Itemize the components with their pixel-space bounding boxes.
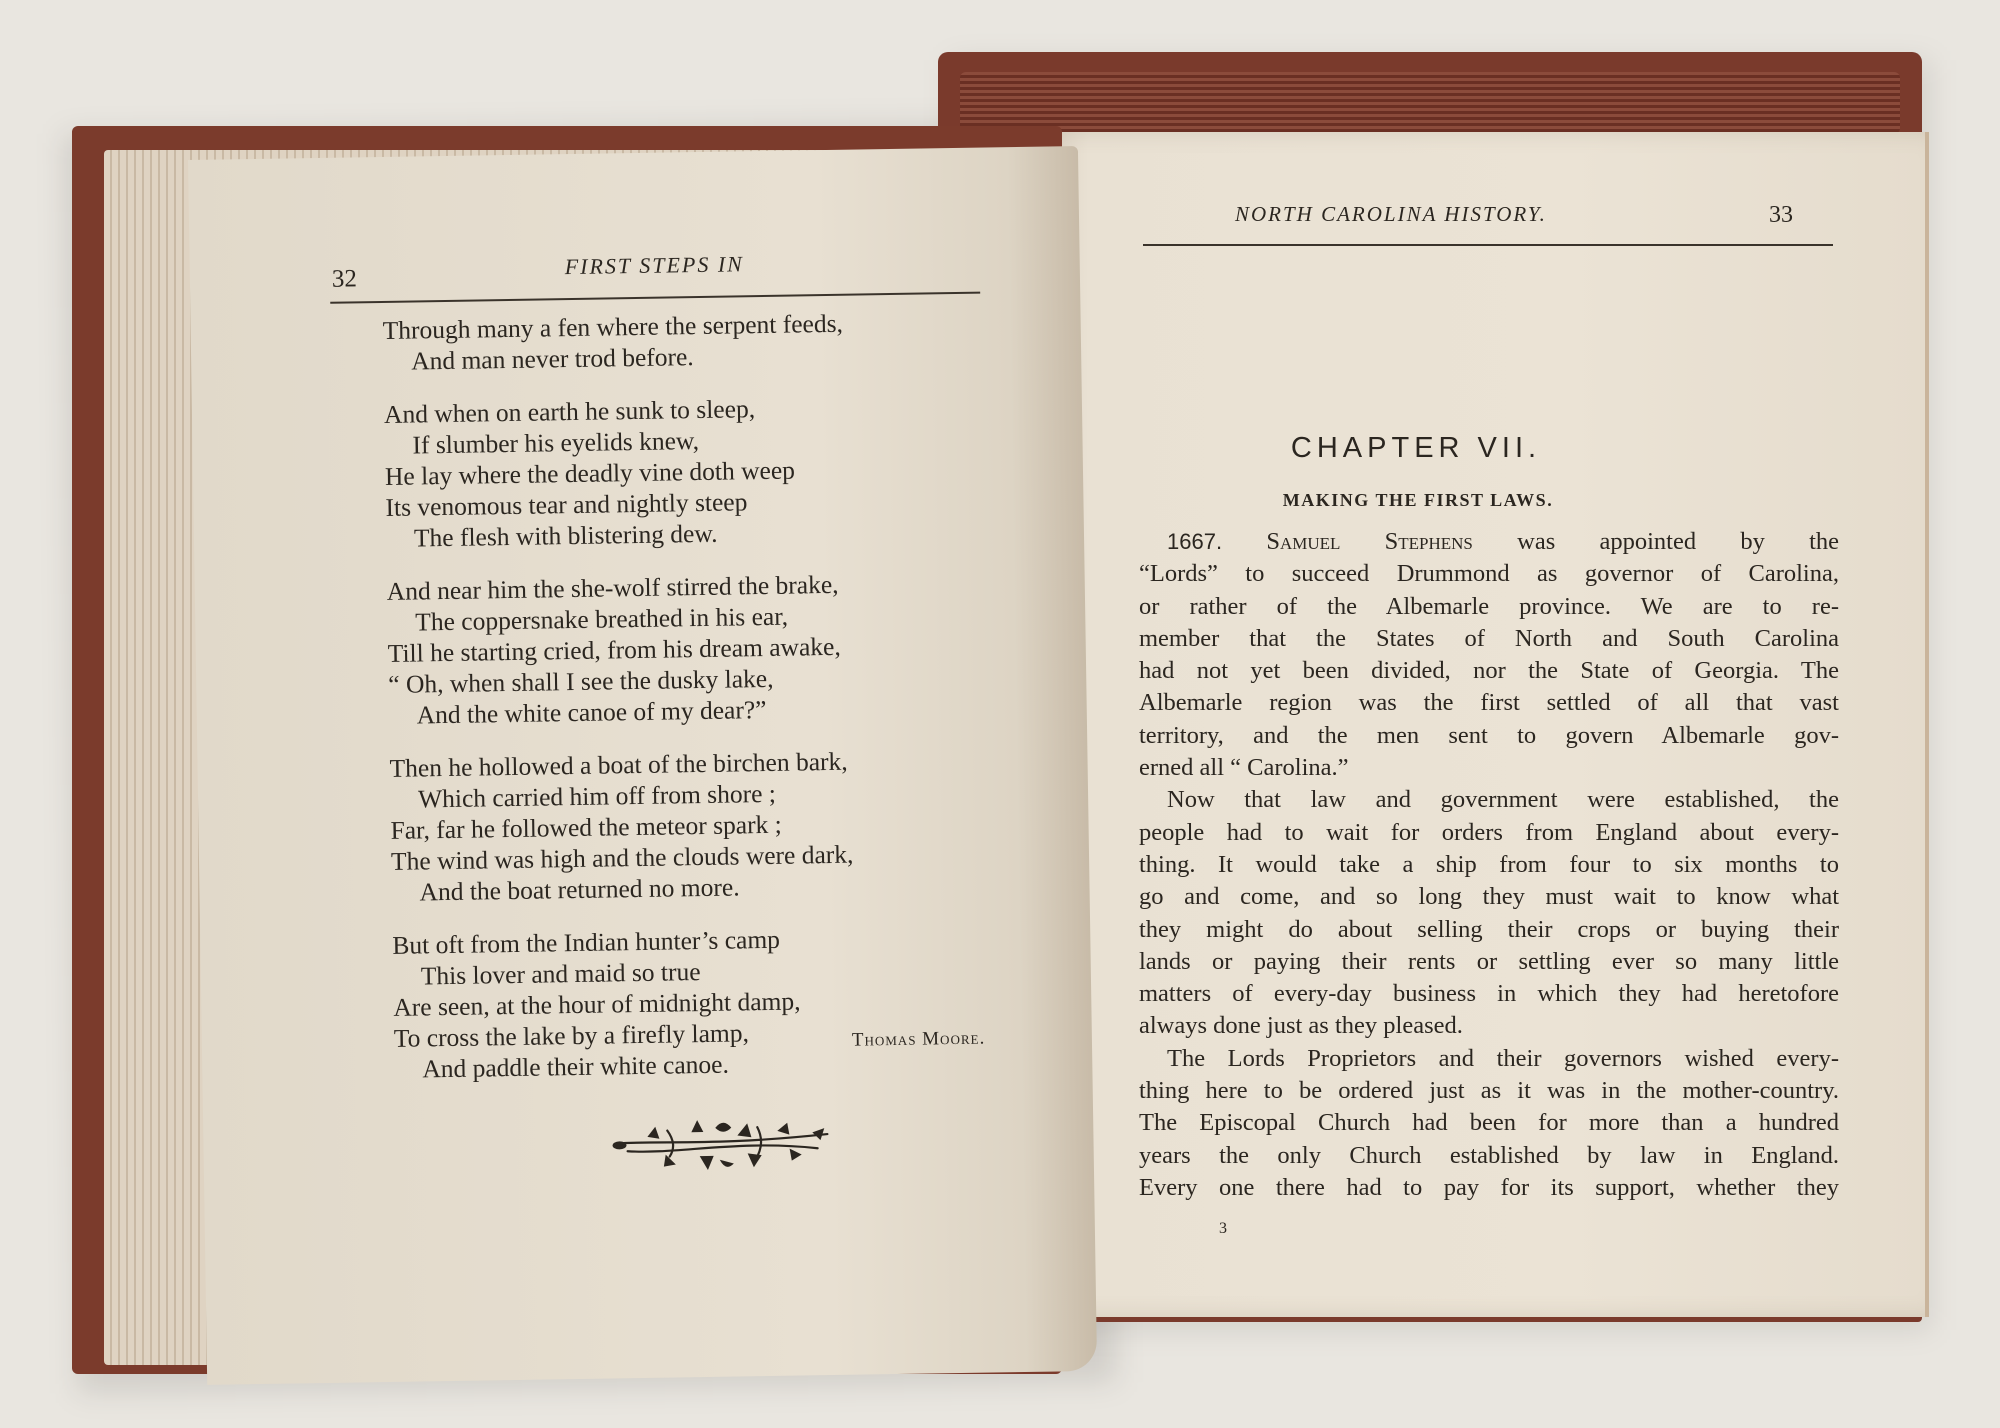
body-line: The Episcopal Church had been for more than a hundred bbox=[1139, 1109, 1839, 1137]
poem-line: And paddle their white canoe. bbox=[422, 1049, 730, 1084]
body-line: member that the States of North and South Carolina bbox=[1139, 624, 1839, 652]
right-page-number: 33 bbox=[1769, 202, 1793, 228]
poem-line: “ Oh, when shall I see the dusky lake, bbox=[388, 663, 774, 699]
poem-line: Its venomous tear and nightly steep bbox=[385, 487, 748, 522]
body-line: years the only Church established by law in England. bbox=[1139, 1141, 1839, 1169]
poem-line: The flesh with blistering dew. bbox=[413, 518, 718, 553]
body-line: Albemarle region was the first settled of all that vast bbox=[1139, 689, 1839, 717]
poem-line: But oft from the Indian hunter’s camp bbox=[392, 924, 781, 960]
body-line: always done just as they pleased. bbox=[1139, 1012, 1463, 1040]
person-name: Samuel Stephens bbox=[1266, 528, 1473, 555]
floral-ornament bbox=[607, 1108, 838, 1187]
poem bbox=[382, 305, 1034, 1107]
poem-stanza bbox=[387, 566, 1029, 731]
body-line: or rather of the Albemarle province. We are to re- bbox=[1139, 592, 1839, 620]
poem-line: Which carried him off from shore ; bbox=[417, 778, 777, 814]
poem-stanza bbox=[392, 920, 1034, 1085]
right-running-head: NORTH CAROLINA HISTORY. bbox=[1235, 202, 1547, 226]
poem-line: To cross the lake by a firefly lamp, bbox=[393, 1018, 750, 1053]
body-line: people had to wait for orders from England about every- bbox=[1139, 818, 1839, 846]
poem-stanza bbox=[382, 305, 1023, 377]
body-line: lands or paying their rents or settling ever so many little bbox=[1139, 947, 1839, 975]
floral-ornament-graphic bbox=[607, 1108, 838, 1182]
poem-line: He lay where the deadly vine doth weep bbox=[384, 455, 796, 491]
body-line: Every one there had to pay for its support, whether they bbox=[1139, 1173, 1839, 1201]
right-page-block-edge bbox=[960, 72, 1900, 134]
poem-author: Thomas Moore. bbox=[851, 1027, 986, 1051]
body-line: had not yet been divided, nor the State of Georgia. The bbox=[1139, 657, 1839, 685]
body-line: go and come, and so long they must wait to know what bbox=[1139, 883, 1839, 911]
poem-stanza bbox=[389, 743, 1031, 908]
poem-line: And man never trod before. bbox=[410, 342, 694, 376]
poem-stanza bbox=[384, 389, 1026, 554]
body-line: “Lords” to succeed Drummond as governor of Carolina, bbox=[1139, 560, 1839, 588]
body-line: The Lords Proprietors and their governors wished every- bbox=[1167, 1044, 1839, 1072]
chapter-title: CHAPTER VII. bbox=[1290, 432, 1542, 464]
poem-line: Are seen, at the hour of midnight damp, bbox=[393, 986, 801, 1022]
body-line: matters of every-day business in which they had heretofore bbox=[1139, 980, 1839, 1008]
left-running-head: FIRST STEPS IN bbox=[564, 251, 745, 280]
chapter-body bbox=[1139, 526, 1839, 1204]
poem-line: The wind was high and the clouds were dark, bbox=[390, 839, 854, 876]
body-line: thing here to be ordered just as it was in the mother-country. bbox=[1139, 1077, 1839, 1105]
poem-line: And when on earth he sunk to sleep, bbox=[383, 394, 756, 429]
poem-line: And near him the she-wolf stirred the brake, bbox=[386, 569, 839, 606]
left-page-number: 32 bbox=[331, 265, 358, 293]
body-line: they might do about selling their crops or buying their bbox=[1139, 915, 1839, 943]
signature-mark: 3 bbox=[1219, 1220, 1227, 1237]
body-line: Now that law and government were established, the bbox=[1167, 786, 1839, 814]
right-page bbox=[1035, 132, 1929, 1317]
poem-line: Then he hollowed a boat of the birchen bark, bbox=[389, 746, 848, 783]
poem-line: And the white canoe of my dear?” bbox=[416, 694, 767, 730]
year-marker: 1667. bbox=[1167, 529, 1223, 554]
left-page bbox=[188, 146, 1097, 1385]
body-line: thing. It would take a ship from four to six months to bbox=[1139, 850, 1839, 878]
poem-line: The coppersnake breathed in his ear, bbox=[415, 601, 789, 637]
body-line: 1667. Samuel Stephens was appointed by the bbox=[1167, 528, 1840, 555]
poem-line: Through many a fen where the serpent feeds, bbox=[382, 308, 844, 345]
body-line: erned all “ Carolina.” bbox=[1139, 754, 1349, 782]
chapter-subtitle: MAKING THE FIRST LAWS. bbox=[1282, 490, 1554, 510]
left-header-rule bbox=[330, 292, 980, 304]
poem-line: If slumber his eyelids knew, bbox=[412, 426, 700, 460]
poem-line: This lover and maid so true bbox=[420, 957, 701, 991]
poem-line: And the boat returned no more. bbox=[419, 872, 740, 907]
poem-line: Till he starting cried, from his dream awake, bbox=[387, 631, 841, 668]
body-line: territory, and the men sent to govern Albemarle gov- bbox=[1139, 721, 1839, 749]
poem-line: Far, far he followed the meteor spark ; bbox=[390, 809, 783, 845]
right-header-rule bbox=[1143, 244, 1833, 246]
